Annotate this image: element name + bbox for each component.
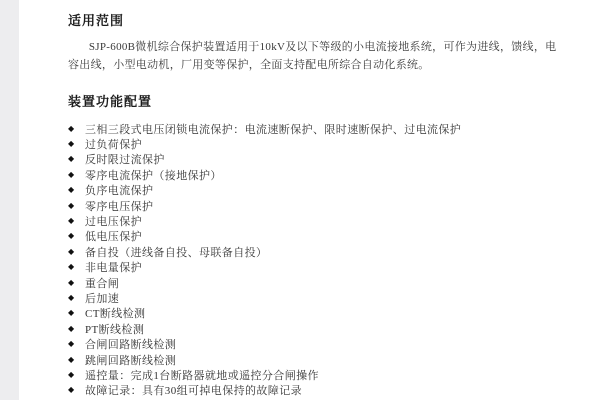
- diamond-bullet-icon: ◆: [68, 262, 75, 272]
- diamond-bullet-icon: ◆: [68, 123, 75, 133]
- feature-list-item: [68, 306, 568, 321]
- diamond-bullet-icon: ◆: [68, 308, 75, 318]
- page-content: [68, 14, 568, 400]
- diamond-bullet-icon: ◆: [68, 246, 75, 256]
- feature-list-item: [68, 336, 568, 351]
- section-heading-scope: 适用范围: [68, 13, 125, 28]
- scope-paragraph: SJP-600B微机综合保护装置适用于10kV及以下等级的小电流接地系统，可作为进线，馈线，电容出线，小型电动机，厂用变等保护，全面支持配电所综合自动化系统。: [68, 41, 557, 71]
- feature-item-label: 三相三段式电压闭锁电流保护：电流速断保护、限时速断保护、过电流保护: [85, 123, 462, 136]
- diamond-bullet-icon: ◆: [68, 323, 75, 333]
- feature-list-item: [68, 136, 568, 151]
- diamond-bullet-icon: ◆: [68, 385, 75, 395]
- feature-list-item: [68, 321, 568, 336]
- feature-item-label: 合闸回路断线检测: [85, 339, 177, 352]
- feature-item-label: 遥控量：完成1台断路器就地或遥控分合闸操作: [85, 369, 319, 382]
- feature-item-label: 零序电压保护: [85, 200, 154, 213]
- diamond-bullet-icon: ◆: [68, 169, 75, 179]
- feature-item-label: 过电压保护: [85, 216, 142, 229]
- page-left-gutter: [0, 0, 19, 400]
- feature-list-item: [68, 260, 568, 275]
- feature-item-label: 跳闸回路断线检测: [85, 354, 177, 367]
- feature-list-item: [68, 244, 568, 259]
- feature-list-item: [68, 167, 568, 182]
- feature-item-label: 非电量保护: [85, 262, 142, 275]
- diamond-bullet-icon: ◆: [68, 292, 75, 302]
- diamond-bullet-icon: ◆: [68, 185, 75, 195]
- feature-item-label: 故障记录：具有30组可掉电保持的故障记录: [85, 385, 302, 398]
- feature-item-label: 零序电流保护（接地保护）: [85, 169, 222, 182]
- feature-item-label: 备自投（进线备自投、母联备自投）: [85, 246, 268, 259]
- feature-list-item: [68, 383, 568, 398]
- feature-list-item: [68, 183, 568, 198]
- feature-list-item: [68, 152, 568, 167]
- feature-list-item: [68, 229, 568, 244]
- feature-item-label: CT断线检测: [85, 308, 146, 321]
- feature-list-item: [68, 290, 568, 305]
- diamond-bullet-icon: ◆: [68, 277, 75, 287]
- feature-list: [68, 121, 568, 398]
- feature-item-label: 过负荷保护: [85, 139, 142, 152]
- diamond-bullet-icon: ◆: [68, 231, 75, 241]
- diamond-bullet-icon: ◆: [68, 339, 75, 349]
- feature-list-item: [68, 121, 568, 136]
- feature-list-item: [68, 213, 568, 228]
- feature-list-item: [68, 198, 568, 213]
- diamond-bullet-icon: ◆: [68, 354, 75, 364]
- diamond-bullet-icon: ◆: [68, 139, 75, 149]
- feature-list-item: [68, 367, 568, 382]
- feature-list-item: [68, 275, 568, 290]
- feature-item-label: 负序电流保护: [85, 185, 154, 198]
- feature-item-label: PT断线检测: [85, 323, 145, 336]
- feature-list-item: [68, 352, 568, 367]
- feature-item-label: 低电压保护: [85, 231, 142, 244]
- feature-item-label: 反时限过流保护: [85, 154, 165, 167]
- diamond-bullet-icon: ◆: [68, 216, 75, 226]
- section-heading-functions: 装置功能配置: [68, 94, 153, 109]
- feature-item-label: 后加速: [85, 293, 120, 305]
- feature-item-label: 重合闸: [85, 277, 120, 290]
- diamond-bullet-icon: ◆: [68, 200, 75, 210]
- diamond-bullet-icon: ◆: [68, 154, 75, 164]
- diamond-bullet-icon: ◆: [68, 369, 75, 379]
